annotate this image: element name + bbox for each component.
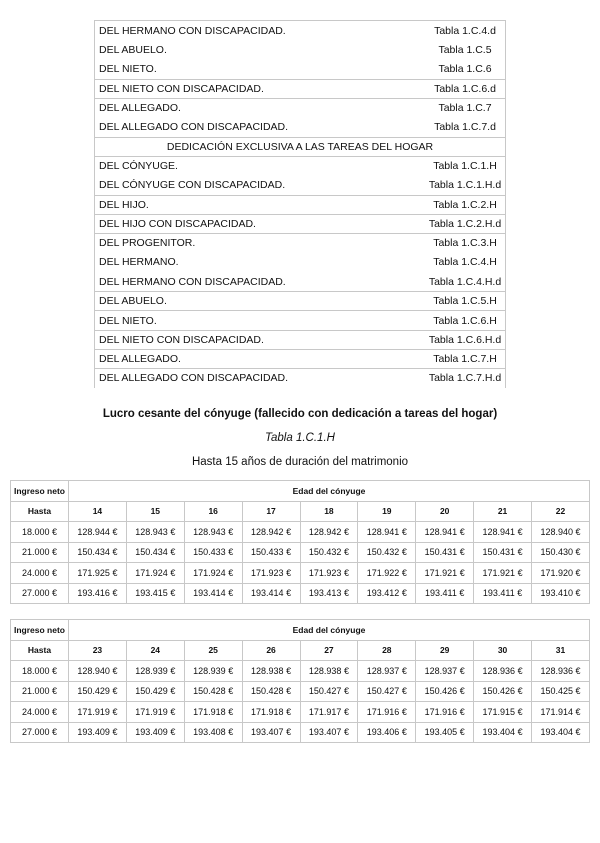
- income-cell: 21.000 €: [11, 542, 69, 563]
- value-cell: 193.407 €: [300, 722, 358, 743]
- index-row-table-ref: Tabla 1.C.1.H: [433, 160, 497, 173]
- value-cell: 193.406 €: [358, 722, 416, 743]
- header-row: [11, 481, 590, 502]
- value-cell: 193.408 €: [184, 722, 242, 743]
- index-row-label: DEL HERMANO CON DISCAPACIDAD.: [99, 275, 286, 288]
- index-row: [95, 233, 505, 252]
- index-row-table-ref: Tabla 1.C.2.H.d: [428, 218, 502, 231]
- age-header: 19: [358, 501, 416, 522]
- value-cell: 193.416 €: [69, 583, 127, 604]
- table-reference: Tabla 1.C.1.H: [265, 432, 335, 444]
- value-cell: 128.941 €: [474, 522, 532, 543]
- index-row-table-ref: Tabla 1.C.1.H.d: [428, 179, 502, 192]
- index-row: [95, 156, 505, 175]
- index-row-table-ref: Tabla 1.C.7: [438, 102, 492, 115]
- income-cell: 18.000 €: [11, 661, 69, 682]
- value-cell: 193.413 €: [300, 583, 358, 604]
- age-header: 14: [69, 501, 127, 522]
- value-cell: 171.919 €: [69, 702, 127, 723]
- table-row: [11, 583, 590, 604]
- age-header: 27: [300, 640, 358, 661]
- value-cell: 171.924 €: [126, 563, 184, 584]
- index-row-label: DEL ABUELO.: [99, 43, 167, 56]
- age-header: 21: [474, 501, 532, 522]
- index-row-table-ref: Tabla 1.C.7.H.d: [428, 372, 502, 385]
- value-cell: 150.429 €: [126, 681, 184, 702]
- value-cell: 171.918 €: [184, 702, 242, 723]
- index-row: [95, 310, 505, 329]
- age-header: 17: [242, 501, 300, 522]
- value-cell: 128.943 €: [184, 522, 242, 543]
- value-cell: 193.409 €: [126, 722, 184, 743]
- value-cell: 128.942 €: [242, 522, 300, 543]
- value-cell: 171.916 €: [416, 702, 474, 723]
- compensation-table-1: [10, 480, 590, 604]
- value-cell: 150.428 €: [242, 681, 300, 702]
- index-section-header: DEDICACIÓN EXCLUSIVA A LAS TAREAS DEL HOGAR: [95, 137, 505, 156]
- age-header: 15: [126, 501, 184, 522]
- index-row-label: DEL HIJO CON DISCAPACIDAD.: [99, 218, 256, 231]
- value-cell: 150.427 €: [300, 681, 358, 702]
- value-cell: 171.921 €: [474, 563, 532, 584]
- index-row: [95, 349, 505, 368]
- section-title: Lucro cesante del cónyuge (fallecido con dedicación a tareas del hogar): [102, 408, 498, 420]
- value-cell: 128.941 €: [416, 522, 474, 543]
- value-cell: 171.922 €: [358, 563, 416, 584]
- index-row-table-ref: Tabla 1.C.6: [438, 63, 492, 76]
- value-cell: 193.415 €: [126, 583, 184, 604]
- value-cell: 150.431 €: [416, 542, 474, 563]
- index-row-label: DEL ALLEGADO.: [99, 353, 181, 366]
- value-cell: 171.921 €: [416, 563, 474, 584]
- index-row: [95, 291, 505, 310]
- value-cell: 171.923 €: [300, 563, 358, 584]
- age-header: 24: [126, 640, 184, 661]
- value-cell: 193.407 €: [242, 722, 300, 743]
- value-cell: 171.925 €: [69, 563, 127, 584]
- index-row-label: DEL ALLEGADO CON DISCAPACIDAD.: [99, 372, 289, 385]
- age-header: 22: [532, 501, 590, 522]
- index-row-table-ref: Tabla 1.C.4.H: [433, 256, 497, 269]
- value-cell: 128.944 €: [69, 522, 127, 543]
- index-row: [95, 117, 505, 136]
- table-row: [11, 722, 590, 743]
- value-cell: 193.411 €: [474, 583, 532, 604]
- value-cell: 171.919 €: [126, 702, 184, 723]
- table-row: [11, 702, 590, 723]
- index-row-label: DEL ALLEGADO CON DISCAPACIDAD.: [99, 121, 289, 134]
- value-cell: 128.936 €: [474, 661, 532, 682]
- index-row-table-ref: Tabla 1.C.5.H: [433, 295, 497, 308]
- value-cell: 150.427 €: [358, 681, 416, 702]
- corner-header: Ingreso neto: [11, 620, 69, 641]
- index-row: [95, 175, 505, 194]
- corner-header: Ingreso neto: [11, 481, 69, 502]
- income-cell: 27.000 €: [11, 722, 69, 743]
- value-cell: 171.920 €: [532, 563, 590, 584]
- value-cell: 171.917 €: [300, 702, 358, 723]
- group-header: Edad del cónyuge: [69, 620, 590, 641]
- value-cell: 171.924 €: [184, 563, 242, 584]
- header-row: [11, 620, 590, 641]
- age-header: 23: [69, 640, 127, 661]
- age-header: 31: [532, 640, 590, 661]
- index-row-table-ref: Tabla 1.C.6.H.d: [428, 333, 502, 346]
- value-cell: 193.414 €: [184, 583, 242, 604]
- value-cell: 150.429 €: [69, 681, 127, 702]
- value-cell: 150.433 €: [184, 542, 242, 563]
- table-index: [94, 20, 506, 388]
- income-cell: 24.000 €: [11, 702, 69, 723]
- index-row-label: DEL NIETO CON DISCAPACIDAD.: [99, 333, 264, 346]
- row-header: Hasta: [11, 501, 69, 522]
- index-row-table-ref: Tabla 1.C.4.H.d: [428, 275, 502, 288]
- row-header: Hasta: [11, 640, 69, 661]
- index-row: [95, 272, 505, 291]
- value-cell: 128.937 €: [416, 661, 474, 682]
- age-header-row: [11, 640, 590, 661]
- value-cell: 193.411 €: [416, 583, 474, 604]
- index-row-label: DEL PROGENITOR.: [99, 237, 196, 250]
- value-cell: 128.939 €: [184, 661, 242, 682]
- value-cell: 150.434 €: [69, 542, 127, 563]
- index-row-table-ref: Tabla 1.C.6.H: [433, 314, 497, 327]
- value-cell: 150.425 €: [532, 681, 590, 702]
- compensation-table-2: [10, 619, 590, 743]
- value-cell: 150.426 €: [416, 681, 474, 702]
- value-cell: 171.914 €: [532, 702, 590, 723]
- index-row-label: DEL CÓNYUGE CON DISCAPACIDAD.: [99, 179, 286, 192]
- value-cell: 128.940 €: [532, 522, 590, 543]
- index-row-label: DEL NIETO.: [99, 314, 157, 327]
- group-header: Edad del cónyuge: [69, 481, 590, 502]
- index-row: [95, 79, 505, 98]
- index-row-label: DEL HERMANO.: [99, 256, 179, 269]
- value-cell: 128.940 €: [69, 661, 127, 682]
- value-cell: 128.938 €: [242, 661, 300, 682]
- income-cell: 18.000 €: [11, 522, 69, 543]
- value-cell: 128.943 €: [126, 522, 184, 543]
- value-cell: 150.426 €: [474, 681, 532, 702]
- value-cell: 150.431 €: [474, 542, 532, 563]
- index-row-table-ref: Tabla 1.C.4.d: [434, 24, 496, 37]
- index-row: [95, 60, 505, 79]
- age-header: 26: [242, 640, 300, 661]
- age-header: 29: [416, 640, 474, 661]
- index-row: [95, 368, 505, 387]
- age-header: 28: [358, 640, 416, 661]
- value-cell: 193.404 €: [532, 722, 590, 743]
- table-subtitle: Hasta 15 años de duración del matrimonio: [191, 456, 409, 468]
- index-row-table-ref: Tabla 1.C.2.H: [433, 198, 497, 211]
- table-row: [11, 661, 590, 682]
- age-header: 18: [300, 501, 358, 522]
- index-row-table-ref: Tabla 1.C.5: [438, 43, 492, 56]
- value-cell: 171.915 €: [474, 702, 532, 723]
- index-row: [95, 21, 505, 40]
- income-cell: 21.000 €: [11, 681, 69, 702]
- value-cell: 150.432 €: [300, 542, 358, 563]
- index-row: [95, 98, 505, 117]
- income-cell: 27.000 €: [11, 583, 69, 604]
- value-cell: 128.939 €: [126, 661, 184, 682]
- value-cell: 128.942 €: [300, 522, 358, 543]
- age-header: 20: [416, 501, 474, 522]
- table-row: [11, 522, 590, 543]
- index-row-label: DEL HERMANO CON DISCAPACIDAD.: [99, 24, 286, 37]
- index-row-table-ref: Tabla 1.C.3.H: [433, 237, 497, 250]
- value-cell: 150.432 €: [358, 542, 416, 563]
- index-row: [95, 214, 505, 233]
- value-cell: 193.412 €: [358, 583, 416, 604]
- value-cell: 193.410 €: [532, 583, 590, 604]
- value-cell: 171.923 €: [242, 563, 300, 584]
- age-header: 30: [474, 640, 532, 661]
- value-cell: 150.428 €: [184, 681, 242, 702]
- table-row: [11, 563, 590, 584]
- value-cell: 128.941 €: [358, 522, 416, 543]
- value-cell: 193.409 €: [69, 722, 127, 743]
- value-cell: 128.938 €: [300, 661, 358, 682]
- value-cell: 150.433 €: [242, 542, 300, 563]
- value-cell: 128.936 €: [532, 661, 590, 682]
- table-row: [11, 542, 590, 563]
- index-row-label: DEL HIJO.: [99, 198, 149, 211]
- index-row: [95, 195, 505, 214]
- value-cell: 193.404 €: [474, 722, 532, 743]
- index-row-table-ref: Tabla 1.C.7.H: [433, 353, 497, 366]
- income-cell: 24.000 €: [11, 563, 69, 584]
- value-cell: 171.916 €: [358, 702, 416, 723]
- index-row-label: DEL ALLEGADO.: [99, 102, 181, 115]
- index-row: [95, 40, 505, 59]
- index-row: [95, 253, 505, 272]
- age-header-row: [11, 501, 590, 522]
- index-row-label: DEL NIETO CON DISCAPACIDAD.: [99, 83, 264, 96]
- value-cell: 128.937 €: [358, 661, 416, 682]
- table-row: [11, 681, 590, 702]
- index-row-label: DEL ABUELO.: [99, 295, 167, 308]
- value-cell: 150.430 €: [532, 542, 590, 563]
- index-row-table-ref: Tabla 1.C.6.d: [434, 83, 496, 96]
- index-row-label: DEL CÓNYUGE.: [99, 160, 178, 173]
- value-cell: 150.434 €: [126, 542, 184, 563]
- value-cell: 171.918 €: [242, 702, 300, 723]
- index-row-table-ref: Tabla 1.C.7.d: [434, 121, 496, 134]
- index-row: [95, 330, 505, 349]
- value-cell: 193.405 €: [416, 722, 474, 743]
- value-cell: 193.414 €: [242, 583, 300, 604]
- age-header: 16: [184, 501, 242, 522]
- index-row-label: DEL NIETO.: [99, 63, 157, 76]
- age-header: 25: [184, 640, 242, 661]
